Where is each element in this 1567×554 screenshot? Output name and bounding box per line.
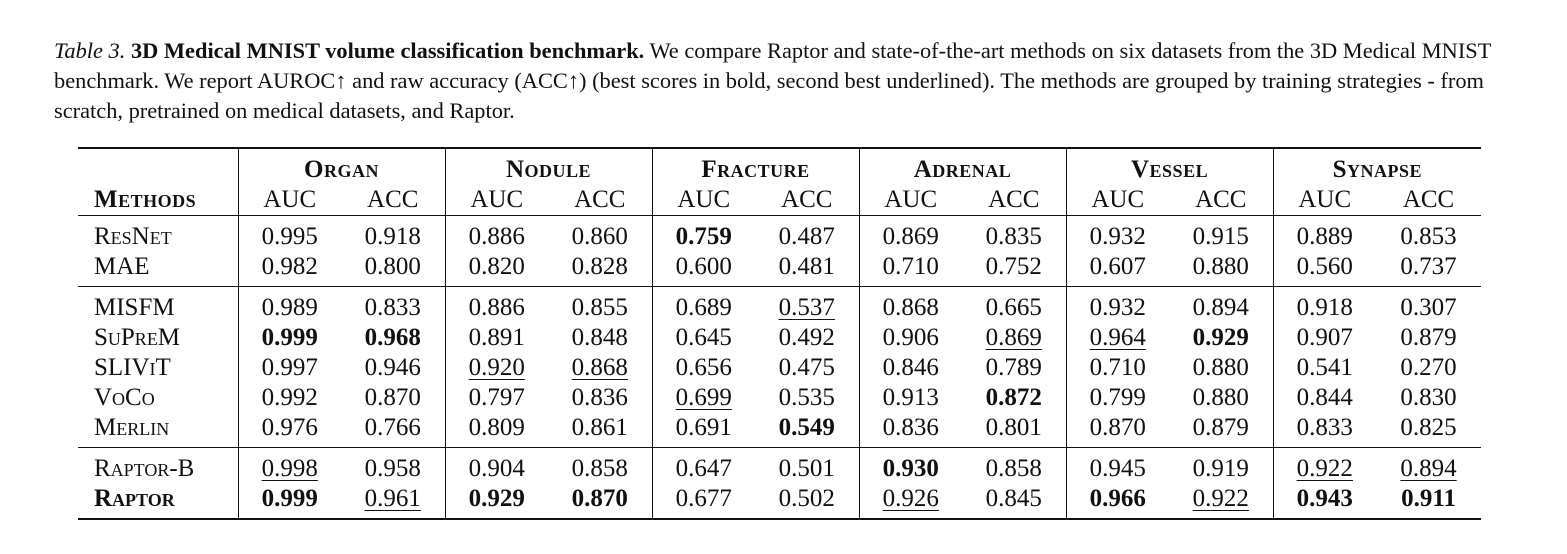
score-value: 0.886 xyxy=(468,223,525,250)
score-cell xyxy=(859,353,962,383)
score-cell xyxy=(962,383,1066,413)
score-value: 0.861 xyxy=(571,414,628,441)
score-value: 0.501 xyxy=(778,455,835,482)
method-name: Raptor-B xyxy=(78,448,238,485)
score-cell xyxy=(1066,353,1169,383)
score-cell xyxy=(1169,287,1273,324)
score-value: 0.915 xyxy=(1192,223,1249,250)
score-cell xyxy=(1273,413,1376,448)
score-cell xyxy=(548,353,652,383)
methods-header-spacer xyxy=(78,148,238,185)
score-cell xyxy=(445,413,548,448)
score-value: 0.966 xyxy=(1089,485,1146,512)
dataset-header: Fracture xyxy=(652,148,859,185)
score-value: 0.481 xyxy=(778,253,835,280)
score-value: 0.844 xyxy=(1296,384,1353,411)
score-cell xyxy=(1066,383,1169,413)
score-cell xyxy=(238,448,341,485)
score-value: 0.797 xyxy=(468,384,525,411)
score-cell xyxy=(445,353,548,383)
score-cell xyxy=(652,383,755,413)
score-cell xyxy=(445,287,548,324)
score-cell xyxy=(1376,323,1481,353)
table-row xyxy=(78,383,1481,413)
score-cell xyxy=(238,353,341,383)
score-value: 0.858 xyxy=(985,455,1042,482)
score-cell xyxy=(1169,484,1273,519)
score-value: 0.836 xyxy=(571,384,628,411)
score-value: 0.502 xyxy=(778,485,835,512)
score-cell xyxy=(238,413,341,448)
score-value: 0.691 xyxy=(675,414,732,441)
score-value: 0.475 xyxy=(778,354,835,381)
score-value: 0.894 xyxy=(1192,294,1249,321)
dataset-header: Adrenal xyxy=(859,148,1066,185)
table-row xyxy=(78,216,1481,253)
score-value: 0.836 xyxy=(882,414,939,441)
score-cell xyxy=(1273,353,1376,383)
score-cell xyxy=(755,323,859,353)
score-value: 0.801 xyxy=(985,414,1042,441)
score-value: 0.932 xyxy=(1089,223,1146,250)
score-value: 0.999 xyxy=(261,324,318,351)
score-value: 0.855 xyxy=(571,294,628,321)
score-value: 0.880 xyxy=(1192,253,1249,280)
score-cell xyxy=(548,323,652,353)
method-name: ResNet xyxy=(78,216,238,253)
score-value: 0.833 xyxy=(364,294,421,321)
score-value: 0.870 xyxy=(364,384,421,411)
dataset-header: Synapse xyxy=(1273,148,1481,185)
score-cell xyxy=(755,353,859,383)
score-value: 0.930 xyxy=(882,455,939,482)
metric-header: ACC xyxy=(1402,186,1455,213)
table-row xyxy=(78,413,1481,448)
metric-header-row xyxy=(78,185,1481,216)
score-cell xyxy=(755,287,859,324)
score-value: 0.689 xyxy=(675,294,732,321)
score-cell xyxy=(1273,383,1376,413)
score-cell xyxy=(859,323,962,353)
score-cell xyxy=(1169,216,1273,253)
score-value: 0.918 xyxy=(364,223,421,250)
metric-header: AUC xyxy=(859,185,962,216)
score-value: 0.918 xyxy=(1296,294,1353,321)
score-cell xyxy=(1273,484,1376,519)
score-value: 0.752 xyxy=(985,253,1042,280)
score-cell xyxy=(1376,252,1481,287)
score-value: 0.846 xyxy=(882,354,939,381)
score-cell xyxy=(859,484,962,519)
score-cell xyxy=(962,252,1066,287)
score-cell xyxy=(341,448,445,485)
score-cell xyxy=(1066,484,1169,519)
score-cell xyxy=(341,216,445,253)
method-name: Raptor xyxy=(78,484,238,519)
dataset-header: Nodule xyxy=(445,148,652,185)
score-value: 0.961 xyxy=(364,485,421,512)
dataset-header-row xyxy=(78,148,1481,185)
score-value: 0.492 xyxy=(778,324,835,351)
score-cell xyxy=(341,323,445,353)
score-value: 0.860 xyxy=(571,223,628,250)
score-value: 0.932 xyxy=(1089,294,1146,321)
score-cell xyxy=(1066,448,1169,485)
score-value: 0.922 xyxy=(1296,455,1353,482)
score-value: 0.919 xyxy=(1192,455,1249,482)
score-value: 0.976 xyxy=(261,414,318,441)
score-value: 0.879 xyxy=(1400,324,1457,351)
score-value: 0.958 xyxy=(364,455,421,482)
score-cell xyxy=(859,216,962,253)
score-value: 0.869 xyxy=(882,223,939,250)
method-name: SLIViT xyxy=(94,354,171,381)
score-cell xyxy=(755,413,859,448)
score-cell xyxy=(1066,323,1169,353)
score-value: 0.789 xyxy=(985,354,1042,381)
score-cell xyxy=(652,216,755,253)
score-value: 0.880 xyxy=(1192,354,1249,381)
table-row xyxy=(78,448,1481,485)
score-value: 0.647 xyxy=(675,455,732,482)
score-value: 0.560 xyxy=(1296,253,1353,280)
score-cell xyxy=(755,383,859,413)
caption-label: Table 3. xyxy=(54,38,126,63)
method-name: Merlin xyxy=(94,414,170,441)
score-cell xyxy=(652,413,755,448)
score-cell xyxy=(1169,252,1273,287)
score-value: 0.870 xyxy=(571,485,628,512)
score-cell xyxy=(652,323,755,353)
table-row xyxy=(78,353,1481,383)
score-cell xyxy=(859,287,962,324)
score-value: 0.922 xyxy=(1192,485,1249,512)
score-value: 0.535 xyxy=(778,384,835,411)
score-value: 0.945 xyxy=(1089,455,1146,482)
score-cell xyxy=(859,448,962,485)
score-value: 0.820 xyxy=(468,253,525,280)
score-value: 0.710 xyxy=(1089,354,1146,381)
score-cell xyxy=(652,287,755,324)
score-cell xyxy=(652,353,755,383)
score-cell xyxy=(859,413,962,448)
score-value: 0.997 xyxy=(261,354,318,381)
metric-header: ACC xyxy=(781,186,833,213)
score-value: 0.665 xyxy=(985,294,1042,321)
score-value: 0.879 xyxy=(1192,414,1249,441)
score-value: 0.946 xyxy=(364,354,421,381)
score-value: 0.913 xyxy=(882,384,939,411)
score-value: 0.904 xyxy=(468,455,525,482)
score-value: 0.992 xyxy=(261,384,318,411)
score-cell xyxy=(1273,287,1376,324)
score-cell xyxy=(1376,216,1481,253)
score-value: 0.800 xyxy=(364,253,421,280)
score-value: 0.656 xyxy=(675,354,732,381)
score-cell xyxy=(341,252,445,287)
score-value: 0.943 xyxy=(1296,485,1353,512)
score-cell xyxy=(548,216,652,253)
score-value: 0.964 xyxy=(1089,324,1146,351)
score-cell xyxy=(445,383,548,413)
metric-header: AUC xyxy=(445,185,548,216)
score-cell xyxy=(1273,216,1376,253)
score-cell xyxy=(962,353,1066,383)
metric-header: ACC xyxy=(1195,186,1247,213)
score-value: 0.929 xyxy=(1192,324,1249,351)
score-value: 0.270 xyxy=(1400,354,1457,381)
score-cell xyxy=(238,252,341,287)
score-cell xyxy=(1273,323,1376,353)
score-cell xyxy=(962,216,1066,253)
score-cell xyxy=(755,448,859,485)
methods-header: Methods xyxy=(94,186,197,213)
score-value: 0.848 xyxy=(571,324,628,351)
score-cell xyxy=(548,484,652,519)
table-row xyxy=(78,287,1481,324)
score-cell xyxy=(962,413,1066,448)
metric-header: ACC xyxy=(367,186,419,213)
score-value: 0.906 xyxy=(882,324,939,351)
score-cell xyxy=(548,413,652,448)
score-cell xyxy=(962,484,1066,519)
score-value: 0.677 xyxy=(675,485,732,512)
table-body xyxy=(78,216,1481,520)
score-cell xyxy=(755,216,859,253)
table-row xyxy=(78,484,1481,519)
score-value: 0.868 xyxy=(571,354,628,381)
score-value: 0.870 xyxy=(1089,414,1146,441)
score-value: 0.880 xyxy=(1192,384,1249,411)
score-value: 0.998 xyxy=(261,455,318,482)
score-value: 0.907 xyxy=(1296,324,1353,351)
score-value: 0.982 xyxy=(261,253,318,280)
score-value: 0.833 xyxy=(1296,414,1353,441)
score-value: 0.645 xyxy=(675,324,732,351)
score-cell xyxy=(1376,413,1481,448)
score-value: 0.600 xyxy=(675,253,732,280)
table-row xyxy=(78,252,1481,287)
score-value: 0.968 xyxy=(364,324,421,351)
score-cell xyxy=(652,448,755,485)
score-cell xyxy=(238,287,341,324)
score-cell xyxy=(445,484,548,519)
score-value: 0.537 xyxy=(778,294,835,321)
method-name: MISFM xyxy=(78,287,238,324)
score-cell xyxy=(755,484,859,519)
score-cell xyxy=(445,448,548,485)
score-value: 0.894 xyxy=(1400,455,1457,482)
score-value: 0.858 xyxy=(571,455,628,482)
method-name: SuPreM xyxy=(94,324,181,351)
score-cell xyxy=(1066,413,1169,448)
score-cell xyxy=(652,484,755,519)
score-cell xyxy=(1066,216,1169,253)
metric-header: AUC xyxy=(238,185,341,216)
score-value: 0.799 xyxy=(1089,384,1146,411)
score-cell xyxy=(548,448,652,485)
score-cell xyxy=(1376,383,1481,413)
score-cell xyxy=(548,252,652,287)
score-cell xyxy=(548,383,652,413)
score-value: 0.759 xyxy=(675,223,732,250)
score-cell xyxy=(341,287,445,324)
score-value: 0.541 xyxy=(1296,354,1353,381)
score-cell xyxy=(1376,484,1481,519)
score-value: 0.868 xyxy=(882,294,939,321)
metric-header: ACC xyxy=(574,186,626,213)
score-cell xyxy=(238,383,341,413)
metric-header: AUC xyxy=(652,185,755,216)
score-cell xyxy=(341,484,445,519)
score-cell xyxy=(1066,287,1169,324)
score-value: 0.911 xyxy=(1401,485,1456,512)
score-value: 0.869 xyxy=(985,324,1042,351)
results-table xyxy=(78,147,1481,520)
table-header xyxy=(78,148,1481,216)
score-value: 0.872 xyxy=(985,384,1042,411)
score-value: 0.699 xyxy=(675,384,732,411)
score-cell xyxy=(341,413,445,448)
score-value: 0.891 xyxy=(468,324,525,351)
score-cell xyxy=(859,383,962,413)
score-cell xyxy=(1273,448,1376,485)
metric-header: AUC xyxy=(1066,185,1169,216)
score-value: 0.989 xyxy=(261,294,318,321)
score-value: 0.825 xyxy=(1400,414,1457,441)
score-value: 0.845 xyxy=(985,485,1042,512)
score-value: 0.828 xyxy=(571,253,628,280)
score-cell xyxy=(238,323,341,353)
score-cell xyxy=(445,323,548,353)
score-value: 0.995 xyxy=(261,223,318,250)
score-cell xyxy=(1169,353,1273,383)
score-cell xyxy=(859,252,962,287)
score-cell xyxy=(1066,252,1169,287)
score-cell xyxy=(1376,353,1481,383)
score-value: 0.929 xyxy=(468,485,525,512)
score-value: 0.999 xyxy=(261,485,318,512)
score-cell xyxy=(445,216,548,253)
score-value: 0.737 xyxy=(1400,253,1457,280)
method-name: VoCo xyxy=(94,384,155,411)
score-value: 0.549 xyxy=(778,414,835,441)
score-value: 0.766 xyxy=(364,414,421,441)
score-cell xyxy=(445,252,548,287)
score-cell xyxy=(652,252,755,287)
method-name: MAE xyxy=(94,253,150,280)
score-cell xyxy=(238,484,341,519)
score-value: 0.830 xyxy=(1400,384,1457,411)
dataset-header: Vessel xyxy=(1066,148,1273,185)
caption-title: 3D Medical MNIST volume classification benchmark. xyxy=(130,38,645,63)
score-cell xyxy=(962,287,1066,324)
score-value: 0.920 xyxy=(468,354,525,381)
score-cell xyxy=(341,383,445,413)
score-value: 0.926 xyxy=(882,485,939,512)
score-value: 0.889 xyxy=(1296,223,1353,250)
score-cell xyxy=(1376,448,1481,485)
score-value: 0.886 xyxy=(468,294,525,321)
results-table-container xyxy=(78,147,1481,520)
score-value: 0.853 xyxy=(1400,223,1457,250)
score-cell xyxy=(1169,448,1273,485)
dataset-header: Organ xyxy=(238,148,445,185)
score-cell xyxy=(755,252,859,287)
score-value: 0.307 xyxy=(1400,294,1457,321)
score-cell xyxy=(1273,252,1376,287)
score-cell xyxy=(962,323,1066,353)
score-value: 0.809 xyxy=(468,414,525,441)
score-cell xyxy=(1169,383,1273,413)
table-row xyxy=(78,323,1481,353)
score-value: 0.487 xyxy=(778,223,835,250)
score-value: 0.835 xyxy=(985,223,1042,250)
score-cell xyxy=(1169,323,1273,353)
score-value: 0.607 xyxy=(1089,253,1146,280)
table-caption xyxy=(54,36,1514,126)
score-cell xyxy=(1169,413,1273,448)
caption-text: We compare Raptor and state-of-the-art methods on six datasets from the 3D Medical MNIST benchmark. We report AUROC↑ and raw accuracy (ACC↑) (best scores in bold, second best underlined). The methods are grouped by training strategies - from scratch, pretrained on medical datasets, and Raptor. xyxy=(54,38,1492,123)
metric-header: ACC xyxy=(988,186,1040,213)
metric-header: AUC xyxy=(1273,185,1376,216)
score-value: 0.710 xyxy=(882,253,939,280)
score-cell xyxy=(238,216,341,253)
score-cell xyxy=(548,287,652,324)
score-cell xyxy=(1376,287,1481,324)
score-cell xyxy=(341,353,445,383)
score-cell xyxy=(962,448,1066,485)
